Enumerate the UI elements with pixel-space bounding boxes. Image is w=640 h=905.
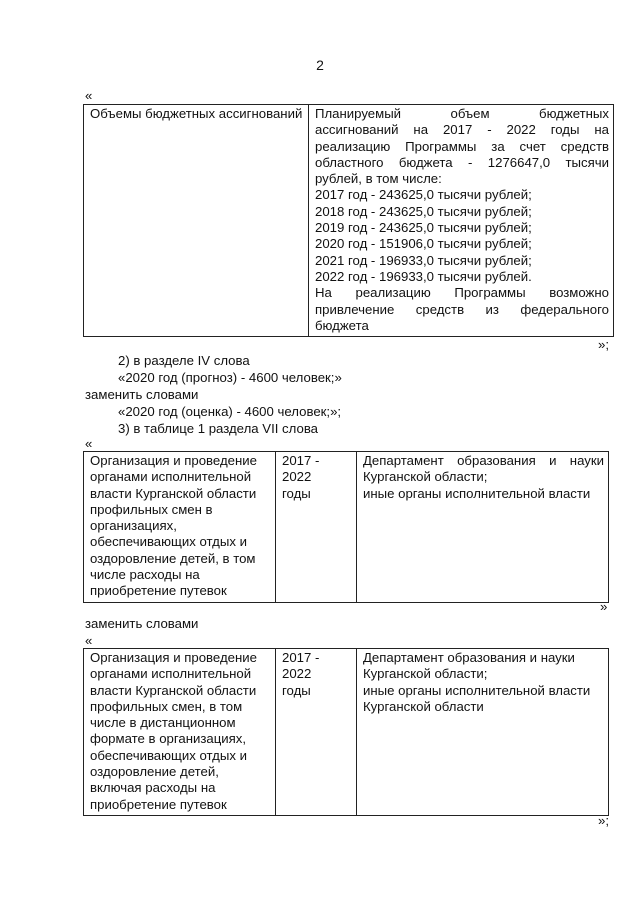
table-old-row	[83, 451, 609, 603]
new-activity-line: власти Курганской области	[90, 682, 257, 698]
budget-label-cell	[84, 105, 309, 337]
budget-year-line: 2022 год - 196933,0 тысячи рублей.	[315, 268, 532, 284]
new-executor-line: Курганской области;	[363, 666, 488, 682]
old-activity-line: организациях,	[90, 518, 177, 534]
budget-year-line: 2021 год - 196933,0 тысячи рублей;	[315, 252, 532, 268]
old-activity-cell	[84, 452, 276, 603]
close-quote-b: »	[600, 599, 608, 614]
new-executor-line: Департамент образования и науки	[363, 650, 575, 665]
old-activity-line: приобретение путевок	[90, 583, 227, 599]
new-executor-cell	[357, 649, 609, 816]
table-new-row	[83, 648, 609, 816]
new-activity-line: числе в дистанционном	[90, 715, 236, 731]
budget-line: Планируемый объем бюджетных	[315, 106, 609, 121]
old-activity-line: числе расходы на	[90, 567, 200, 583]
new-executor-line: иные органы исполнительной власти	[363, 682, 591, 698]
item-2: 2) в разделе IV слова	[118, 353, 250, 368]
budget-line: ассигнований на 2017 - 2022 годы на	[315, 122, 609, 138]
old-executor-cell	[357, 452, 609, 603]
page-number: 2	[316, 57, 324, 73]
item-3: 3) в таблице 1 раздела VII слова	[118, 421, 319, 436]
new-period-cell	[276, 649, 357, 816]
budget-line: бюджета	[315, 317, 369, 333]
new-activity-line: профильных смен, в том	[90, 698, 243, 714]
old-activity-line: органами исполнительной	[90, 469, 252, 485]
new-activity-cell	[84, 649, 276, 816]
new-period-line: 2017 - 2022	[282, 650, 320, 682]
new-activity-line: включая расходы на	[90, 780, 216, 796]
budget-value-cell	[309, 105, 614, 337]
old-activity-line: оздоровление детей, в том	[90, 550, 256, 566]
quote-old: «2020 год (прогноз) - 4600 человек;»	[118, 370, 342, 385]
new-executor-line: Курганской области	[363, 698, 484, 714]
new-period-line: годы	[282, 682, 311, 698]
budget-label: Объемы бюджетных ассигнований	[90, 106, 303, 121]
budget-year-line: 2018 год - 243625,0 тысячи рублей;	[315, 203, 532, 219]
budget-line: привлечение средств из федерального	[315, 301, 609, 317]
budget-year-line: 2019 год - 243625,0 тысячи рублей;	[315, 220, 532, 236]
open-quote-a: «	[85, 88, 93, 103]
new-activity-line: приобретение путевок	[90, 796, 227, 812]
old-activity-line: власти Курганской области	[90, 485, 257, 501]
old-activity-line: профильных смен в	[90, 501, 213, 517]
new-activity-line: формате в организациях,	[90, 731, 247, 747]
old-period-line: 2017 - 2022	[282, 453, 320, 485]
old-executor-line: Курганской области;	[363, 469, 488, 485]
budget-year-line: 2017 год - 243625,0 тысячи рублей;	[315, 187, 532, 203]
new-activity-line: Организация и проведение	[90, 650, 257, 665]
old-activity-line: обеспечивающих отдых и	[90, 534, 247, 550]
quote-new: «2020 год (оценка) - 4600 человек;»;	[118, 404, 342, 419]
budget-line: На реализацию Программы возможно	[315, 285, 609, 301]
new-activity-line: органами исполнительной	[90, 666, 252, 682]
old-period-cell	[276, 452, 357, 603]
budget-line: областного бюджета - 1276647,0 тысячи	[315, 154, 609, 170]
old-executor-line: Департамент образования и науки	[363, 453, 604, 468]
close-quote-a: »;	[598, 337, 609, 352]
old-period-line: годы	[282, 485, 311, 501]
budget-year-line: 2020 год - 151906,0 тысячи рублей;	[315, 236, 532, 252]
table-budget	[83, 104, 614, 337]
replace-text-1: заменить словами	[85, 387, 199, 402]
budget-line: реализацию Программы за счет средств	[315, 138, 609, 154]
old-executor-line: иные органы исполнительной власти	[363, 485, 591, 501]
new-activity-line: оздоровление детей,	[90, 764, 219, 780]
open-quote-b: «	[85, 436, 93, 451]
new-activity-line: обеспечивающих отдых и	[90, 747, 247, 763]
budget-line: рублей, в том числе:	[315, 171, 442, 187]
close-quote-c: »;	[598, 813, 609, 828]
open-quote-c: «	[85, 633, 93, 648]
replace-text-2: заменить словами	[85, 616, 199, 631]
old-activity-line: Организация и проведение	[90, 453, 257, 468]
